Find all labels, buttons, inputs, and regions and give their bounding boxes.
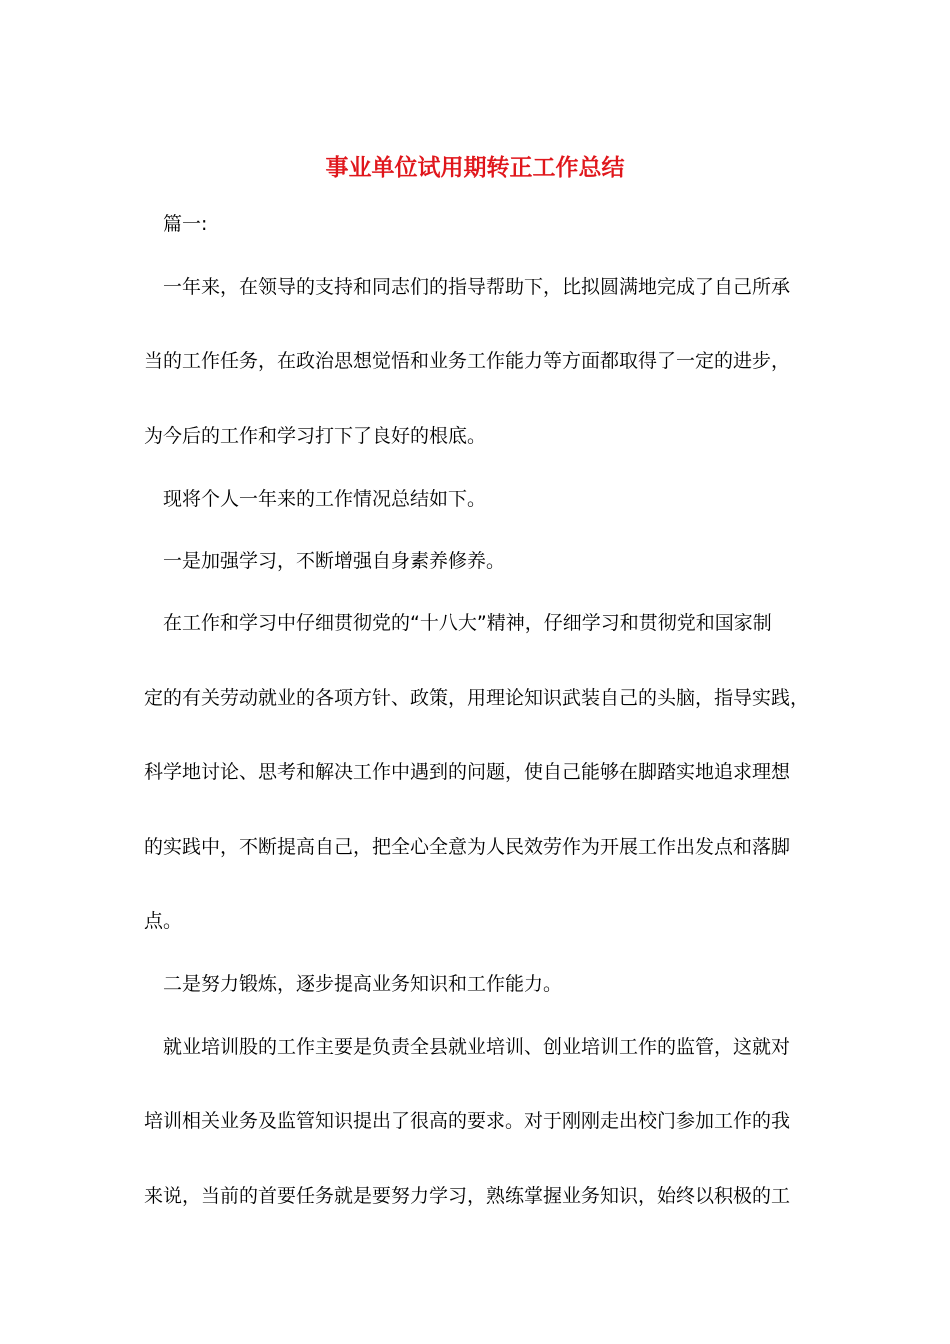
text-line: 科学地讨论、思考和解决工作中遇到的问题，使自己能够在脚踏实地追求理想 [144, 761, 791, 783]
text-line: 培训相关业务及监管知识提出了很高的要求。对于刚刚走出校门参加工作的我 [144, 1110, 791, 1132]
text-line: 篇一: [163, 213, 208, 235]
text-line: 一是加强学习，不断增强自身素养修养。 [163, 550, 506, 572]
text-line: 来说，当前的首要任务就是要努力学习，熟练掌握业务知识，始终以积极的工 [144, 1185, 791, 1207]
document-title: 事业单位试用期转正工作总结 [325, 154, 625, 181]
text-line: 定的有关劳动就业的各项方针、政策，用理论知识武装自己的头脑，指导实践， [144, 687, 810, 709]
text-line: 为今后的工作和学习打下了良好的根底。 [144, 425, 487, 447]
text-line: 点。 [144, 910, 183, 932]
text-line: 一年来，在领导的支持和同志们的指导帮助下，比拟圆满地完成了自己所承 [163, 276, 791, 298]
text-line: 在工作和学习中仔细贯彻党的“十八大”精神，仔细学习和贯彻党和国家制 [163, 612, 772, 634]
text-line: 二是努力锻炼，逐步提高业务知识和工作能力。 [163, 973, 563, 995]
text-line: 现将个人一年来的工作情况总结如下。 [163, 488, 487, 510]
text-line: 当的工作任务，在政治思想觉悟和业务工作能力等方面都取得了一定的进步， [144, 350, 791, 372]
text-line: 就业培训股的工作主要是负责全县就业培训、创业培训工作的监管，这就对 [163, 1036, 791, 1058]
text-line: 的实践中，不断提高自己，把全心全意为人民效劳作为开展工作出发点和落脚 [144, 836, 791, 858]
